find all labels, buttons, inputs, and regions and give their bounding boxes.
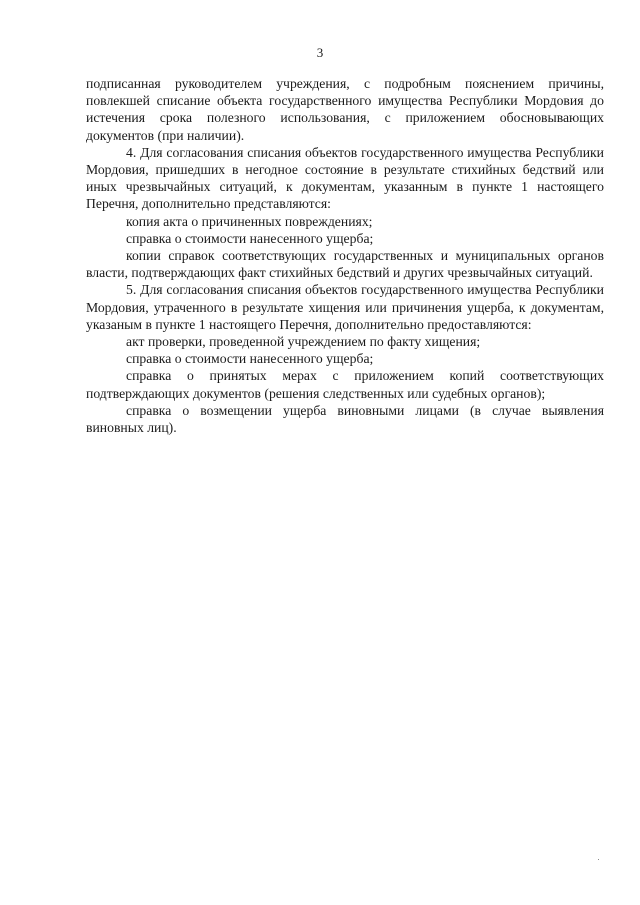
paragraph-item-5: 5. Для согласования списания объектов государственного имущества Республики Мордовия, утраченного в результате хищения или причинения ущерба, к документам, указаным в пункте 1 настоящего Перечня, дополнительно предоставляются:: [86, 282, 604, 332]
list-item-theft-inspection-act: акт проверки, проведенной учреждением по факту хищения;: [126, 334, 481, 350]
document-body: [86, 75, 604, 436]
list-item-measures-taken-certificate: справка о принятых мерах с приложением копий соответствующих подтверждающих документов (решения следственных или судебных органов);: [86, 368, 604, 401]
list-item-damage-cost-certificate-2: справка о стоимости нанесенного ущерба;: [126, 351, 374, 367]
list-item-authority-certificates: копии справок соответствующих государственных и муниципальных органов власти, подтверждающих факт стихийных бедствий и других чрезвычайных ситуаций.: [86, 248, 604, 281]
paragraph-item-4: 4. Для согласования списания объектов государственного имущества Республики Мордовия, пришедших в негодное состояние в результате стихийных бедствий или иных чрезвычайных ситуаций, к документам, указанным в пункте 1 настоящего Перечня, дополнительно представляются:: [86, 144, 604, 212]
page-number: 3: [316, 45, 324, 60]
scan-speck: [598, 859, 599, 860]
list-item-damage-act-copy: копия акта о причиненных повреждениях;: [126, 213, 373, 229]
list-item-compensation-certificate: справка о возмещении ущерба виновными лицами (в случае выявления виновных лиц).: [86, 402, 604, 436]
paragraph-continuation: подписанная руководителем учреждения, с подробным пояснением причины, повлекшей списание объекта государственного имущества Республики Мордовия до истечения срока полезного использования, с приложением обосновывающих документов (при наличии).: [86, 76, 604, 143]
list-item-damage-cost-certificate: справка о стоимости нанесенного ущерба;: [126, 230, 374, 246]
